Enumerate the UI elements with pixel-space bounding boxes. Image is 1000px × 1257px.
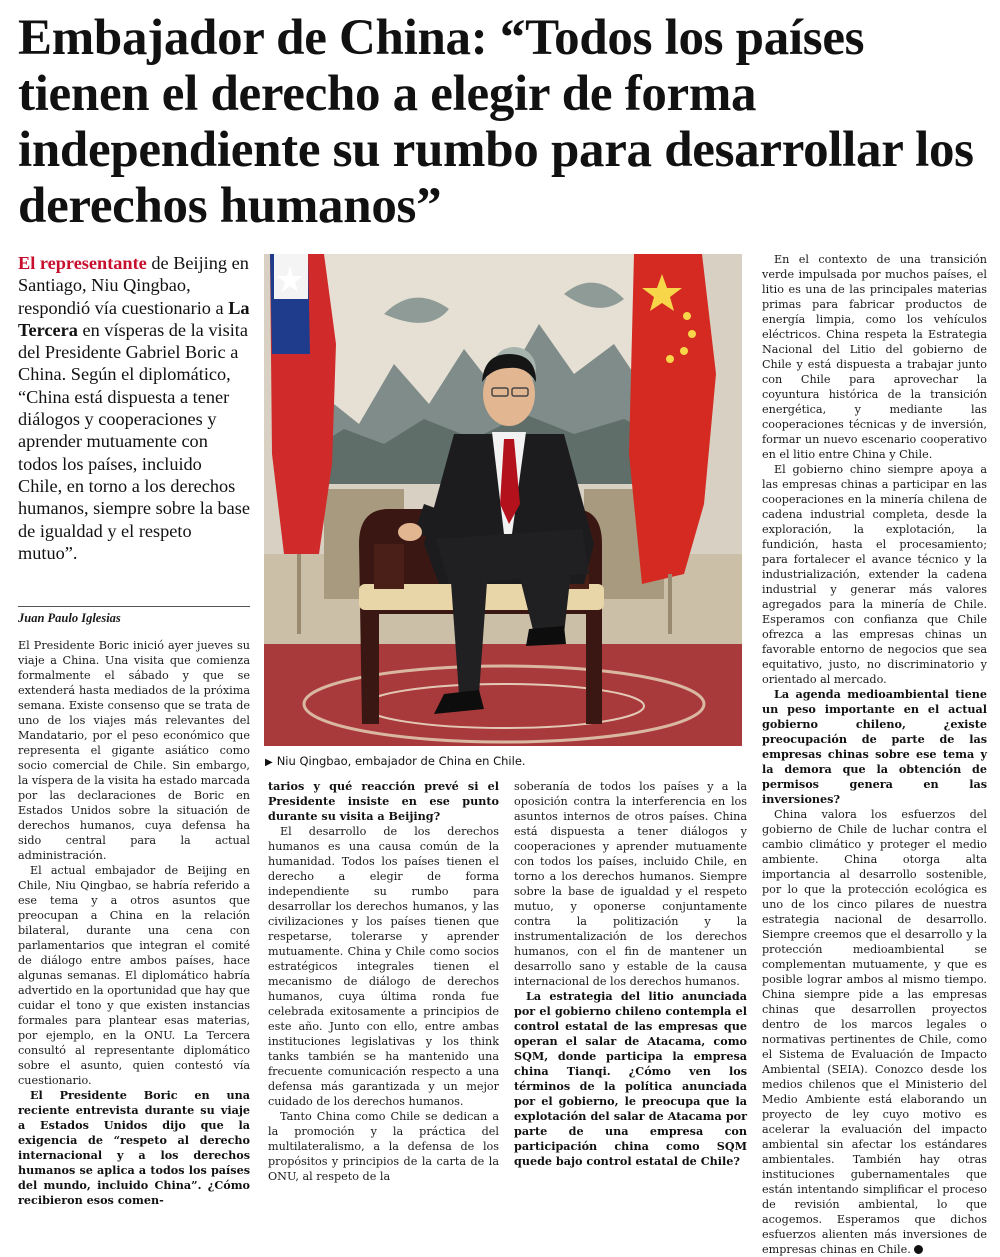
headline: Embajador de China: “Todos los países tienen el derecho a elegir de forma independiente su rumbo para desarrollar los derechos humanos”	[18, 10, 974, 234]
lead-text-2: en vísperas de la visita del Presidente Gabriel Boric a China. Según el diplomático, “China está dispuesta a tener diálogos y cooperaciones y aprender mutuamente con todos los países, incluido Chile, en torno a los derechos humanos, siempre sobre la base de igualdad y el respeto mutuo”.	[18, 319, 251, 563]
byline: Juan Paulo Iglesias	[18, 606, 250, 626]
ambassador-photo	[264, 254, 742, 746]
body-column-3	[514, 779, 747, 1168]
body-paragraph: Tanto China como Chile se dedican a la promoción y la práctica del multilateralismo, a la defensa de los propósitos y principios de la carta de la ONU, al respeto de la	[268, 1110, 499, 1183]
body-paragraph: El gobierno chino siempre apoya a las empresas chinas a participar en las cooperaciones en la minería chilena de cadena industrial completa, desde la exploración, la explotación, la fundición, hasta el procesamiento; para fortalecer el avance técnico y la industrialización, extender la cadena industrial y generar más valores agregados para la minería de Chile. Esperamos con confianza que Chile ofrezca a las empresas chinas un favorable entorno de negocios que sea equitativo, justo, no discriminatorio y orientado al mercado.	[762, 463, 987, 686]
body-column-1	[18, 638, 250, 1207]
body-paragraph	[762, 807, 987, 1257]
lead-newspaper: La Tercera	[18, 297, 250, 340]
lead-highlight: El representante	[18, 253, 147, 273]
body-paragraph: El Presidente Boric inició ayer jueves su viaje a China. Una visita que comienza formalmente el sábado y que se extenderá hasta mediados de la próxima semana. Existe consenso que se trata de uno de los viajes más relevantes del Mandatario, por el peso económico que representa el gigante asiático como socio comercial de Chile. Sin embargo, la víspera de la visita ha estado marcada por las declaraciones de Boric en Estados Unidos sobre la situación de derechos humanos, cuya defensa ha sido central para la actual administración.	[18, 639, 250, 862]
body-column-2	[268, 779, 499, 1183]
final-paragraph-text: China valora los esfuerzos del gobierno de Chile de luchar contra el cambio climático y proteger el medio ambiente. China otorga alta importancia al desarrollo sostenible, por lo que la protección ecológica es uno de los cinco pilares de nuestra estrategia nacional de desarrollo. Siempre creemos que el desarrollo y la protección medioambiental se complementan mutuamente, y que es posible lograr ambos al mismo tiempo. China siempre pide a las empresas chinas que desarrollen proyectos dentro de los marcos legales o normativas pertinentes de Chile, como el Sistema de Evaluación de Impacto Ambiental (SEIA). Conozco desde los medios chilenos que el Ministerio del Medio Ambiente está elaborando un proyecto de ley cuyo motivo es acelerar la evaluación del impacto ambiental sin afectar los estándares ambientales. También hay otras instituciones gubernamentales que están intentando simplificar el proceso de revisión ambiental, lo que acogemos. Esperamos que dichos esfuerzos alienten más inversiones de empresas chinas en Chile.	[762, 808, 987, 1256]
lead-text-1: de Beijing en Santiago, Niu Qingbao, respondió vía cuestionario a	[18, 253, 249, 318]
body-paragraph: El actual embajador de Beijing en Chile, Niu Qingbao, se habría referido a ese tema y a otros asuntos que preocupan a China en la relación bilateral, durante una cena con parlamentarios que integran el comité de diálogo entre ambos países, hace algunas semanas. El diplomático habría advertido en la oportunidad que hay que cuidar el tono y que existen instancias formales para plantear esas materias, por ejemplo, en la ONU. La Tercera consultó al representante diplomático sobre el asunto, quien contestó vía cuestionario.	[18, 864, 250, 1087]
lead-paragraph	[18, 252, 250, 564]
caption-text: Niu Qingbao, embajador de China en Chile.	[276, 754, 526, 768]
interview-question: La agenda medioambiental tiene un peso importante en el actual gobierno chileno, ¿existe preocupación de parte de las empresas chinas sobre ese tema y la demora que la obtención de permisos genera en las inversiones?	[762, 687, 987, 806]
caption-marker-icon: ▶	[265, 757, 273, 768]
body-column-4	[762, 252, 987, 1256]
body-paragraph: En el contexto de una transición verde impulsada por muchos países, el litio es una de las principales materias primas para fabricar productos de energía limpia, como los vehículos eléctricos. China respeta la Estrategia Nacional del Litio del gobierno de Chile y está dispuesta a trabajar junto con Chile para aprovechar la coyuntura histórica de la transición energética, y mediante las cooperaciones técnicas y de inversión, formar un nuevo escenario cooperativo en el litio entre China y Chile.	[762, 253, 987, 461]
interview-question: El Presidente Boric en una reciente entrevista durante su viaje a Estados Unidos dijo que la exigencia de “respeto al derecho internacional y a los derechos humanos se aplica a todos los países del mundo, incluido China”. ¿Cómo recibieron esos comen-	[18, 1088, 250, 1207]
interview-question: La estrategia del litio anunciada por el gobierno chileno contempla el control estatal de las empresas que operan el salar de Atacama, como SQM, donde participa la empresa china Tianqi. ¿Cómo ven los términos de la política anunciada por el gobierno, le preocupa que la explotación del salar de Atacama por parte de una empresa con participación china como SQM quede bajo control estatal de Chile?	[514, 989, 747, 1168]
body-paragraph: soberanía de todos los países y a la oposición contra la interferencia en los asuntos internos de otros países. China está dispuesta a tener diálogos y cooperaciones y aprender mutuamente con todos los países, incluido Chile, en torno a los derechos humanos. Siempre sobre la base de igualdad y el respeto mutuo, y oponerse conjuntamente contra la politización y la instrumentalización de los derechos humanos, con el fin de mantener un desarrollo sano y estable de la causa internacional de los derechos humanos.	[514, 780, 747, 988]
photo-caption	[265, 754, 745, 770]
interview-question: tarios y qué reacción prevé si el Presidente insiste en ese punto durante su visita a Beijing?	[268, 779, 499, 823]
end-mark-icon	[914, 1245, 923, 1254]
body-paragraph: El desarrollo de los derechos humanos es una causa común de la humanidad. Todos los países tienen el derecho a elegir de forma independiente su rumbo para desarrollar los derechos humanos, y las civilizaciones y los países tienen que respetarse, tolerarse y aprender mutuamente. China y Chile como socios estratégicos integrales tienen el mecanismo de diálogo de derechos humanos, cuya última ronda fue celebrada exitosamente a principios de este año. Junto con ello, entre ambas instituciones legislativas y los think tanks también se ha mantenido una frecuente comunicación respecto a una defensa más garantizada y un mejor cuidado de los derechos humanos.	[268, 825, 499, 1108]
